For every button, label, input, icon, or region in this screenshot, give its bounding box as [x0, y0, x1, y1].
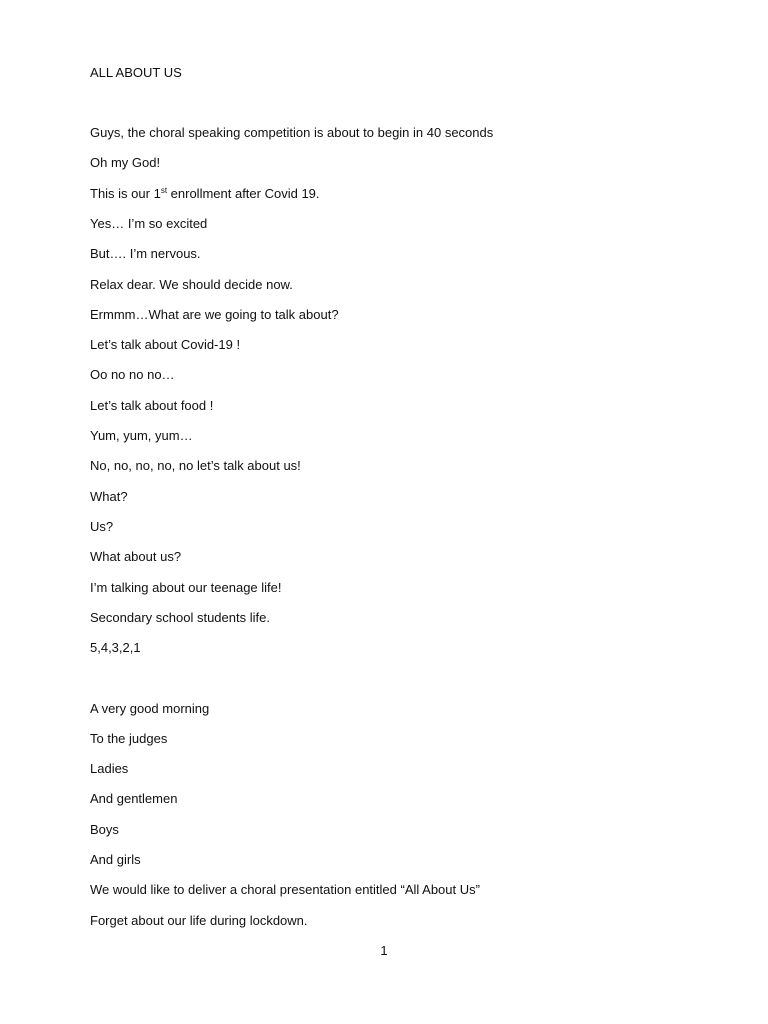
script-line: To the judges: [90, 731, 168, 746]
script-line: Boys: [90, 822, 119, 837]
ordinal-superscript: st: [160, 186, 168, 195]
script-line: Yum, yum, yum…: [90, 428, 193, 443]
script-line: Yes… I’m so excited: [90, 216, 208, 231]
document-title: ALL ABOUT US: [90, 65, 182, 80]
script-line: Secondary school students life.: [90, 610, 270, 625]
script-line: Let’s talk about food !: [90, 398, 214, 413]
script-line: We would like to deliver a choral presentation entitled “All About Us”: [90, 882, 480, 897]
script-line: Forget about our life during lockdown.: [90, 913, 308, 928]
script-line: Relax dear. We should decide now.: [90, 277, 293, 292]
script-line: Ermmm…What are we going to talk about?: [90, 307, 339, 322]
script-line: I’m talking about our teenage life!: [90, 580, 282, 595]
script-line: Us?: [90, 519, 114, 534]
page-number: 1: [380, 943, 388, 958]
script-line: What?: [90, 489, 128, 504]
script-line-enrollment: [90, 186, 320, 202]
script-line: What about us?: [90, 549, 182, 564]
script-line: No, no, no, no, no let’s talk about us!: [90, 458, 301, 473]
script-line: Guys, the choral speaking competition is about to begin in 40 seconds: [90, 125, 494, 140]
script-line: Oo no no no…: [90, 367, 175, 382]
enrollment-text-after: enrollment after Covid 19.: [167, 186, 320, 201]
enrollment-text-before: This is our 1: [90, 186, 161, 201]
script-line: Ladies: [90, 761, 129, 776]
script-line: And girls: [90, 852, 141, 867]
script-line: But…. I’m nervous.: [90, 246, 201, 261]
script-line: 5,4,3,2,1: [90, 640, 141, 655]
script-line: And gentlemen: [90, 791, 178, 806]
script-line: Oh my God!: [90, 155, 161, 170]
script-line: Let’s talk about Covid-19 !: [90, 337, 241, 352]
script-line: A very good morning: [90, 701, 210, 716]
